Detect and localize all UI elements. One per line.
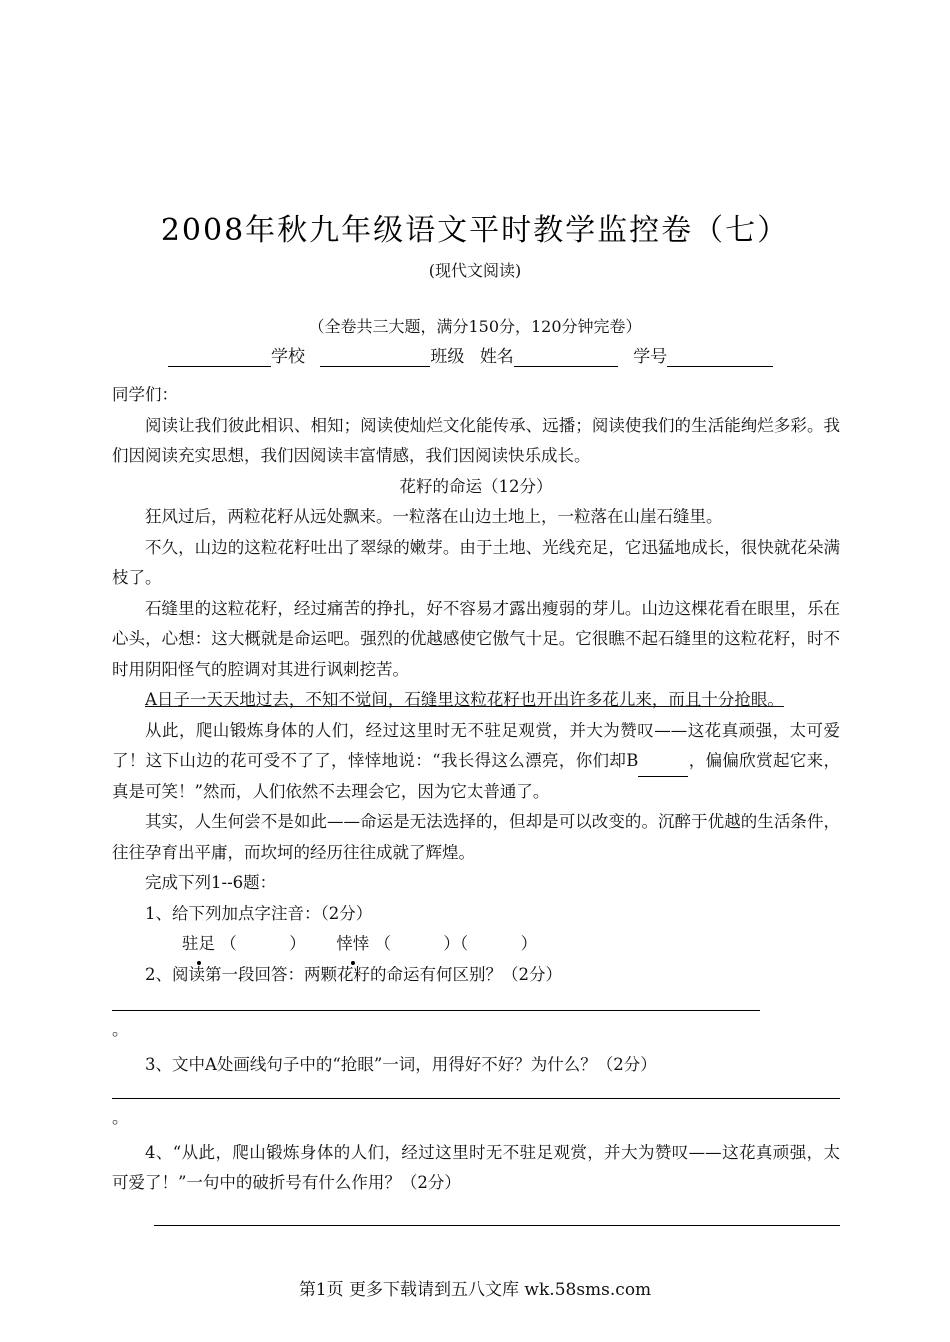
exam-body	[112, 380, 840, 1226]
passage-title: 花籽的命运（12分）	[399, 476, 553, 496]
task-instruction: 完成下列1--6题：	[145, 873, 277, 892]
exam-note: （全卷共三大题，满分150分，120分钟完卷）	[308, 317, 642, 336]
number-blank[interactable]	[667, 349, 773, 367]
blank-b[interactable]	[638, 762, 688, 777]
number-label: 学号	[633, 347, 668, 367]
class-blank[interactable]	[320, 349, 430, 367]
page-footer: 第1页 更多下载请到五八文库 wk.58sms.com	[298, 1280, 652, 1300]
subtitle: (现代文阅读)	[428, 261, 522, 280]
name-blank[interactable]	[514, 349, 618, 367]
question-1-items	[112, 929, 840, 960]
answer-period-3: 。	[112, 1108, 129, 1127]
word-xingxing-dotted: 悻悻	[336, 929, 369, 960]
passage-paragraph-6: 其实，人生何尝不是如此——命运是无法选择的，但却是可以改变的。沉醉于优越的生活条件，往往孕育出平庸，而坎坷的经历往往成就了辉煌。	[112, 812, 840, 862]
school-label: 学校	[271, 347, 305, 367]
answer-line-3[interactable]	[112, 1080, 840, 1099]
paragraph-5-part-1: 从此，爬山锻炼身体的人们，经过这里时无不驻足观赏，并大为赞叹——这花真顽强，太可爱了！这下山边的花可受不了了，悻悻地说：“我长得这么漂亮，你们却B	[112, 720, 840, 770]
student-info-line	[168, 342, 773, 367]
class-label: 班级	[430, 347, 465, 367]
passage-paragraph-2: 不久，山边的这粒花籽吐出了翠绿的嫩芽。由于土地、光线充足，它迅猛地成长，很快就花朵满枝了。	[112, 537, 840, 587]
word-xingxing	[336, 934, 369, 953]
answer-line-4[interactable]	[154, 1199, 840, 1226]
paragraph-5-part-2: ，偏偏欣赏起它来，真是可笑！”然而，人们依然不去理会它，因为它太普通了。	[112, 751, 841, 801]
greeting: 同学们：	[112, 385, 178, 404]
question-2: 2、阅读第一段回答：两颗花籽的命运有何区别？（2分）	[145, 964, 562, 984]
passage-paragraph-4	[112, 685, 840, 716]
word-zhuzu: 驻足	[182, 929, 215, 960]
passage-paragraph-1: 狂风过后，两粒花籽从远处飘来。一粒落在山边土地上，一粒落在山崖石缝里。	[145, 507, 723, 526]
passage-paragraph-3: 石缝里的这粒花籽，经过痛苦的挣扎，好不容易才露出瘦弱的芽儿。山边这棵花看在眼里，乐在心头，心想：这大概就是命运吧。强烈的优越感使它傲气十足。它很瞧不起石缝里的这粒花籽，时不时用阴阳怪气的腔调对其进行讽刺挖苦。	[112, 598, 840, 679]
passage-paragraph-5	[112, 716, 840, 808]
underlined-sentence-a: A日子一天天地过去，不知不觉间，石缝里这粒花籽也开出许多花儿来，而且十分抢眼。	[145, 690, 784, 709]
name-label: 姓名	[479, 347, 514, 367]
question-3: 3、文中A处画线句子中的“抢眼”一词，用得好不好？为什么？（2分）	[145, 1054, 657, 1074]
page-title: 2008年秋九年级语文平时教学监控卷（七）	[160, 213, 790, 248]
answer-paren-1[interactable]: （ ）	[220, 934, 306, 953]
answer-paren-2[interactable]: （ ）（ ）	[374, 934, 538, 953]
answer-line-2[interactable]	[112, 990, 760, 1011]
question-4: 4、“从此，爬山锻炼身体的人们，经过这里时无不驻足观赏，并大为赞叹——这花真顽强，太可爱了！”一句中的破折号有什么作用？（2分）	[112, 1142, 840, 1192]
intro-paragraph: 阅读让我们彼此相识、相知；阅读使灿烂文化能传承、远播；阅读使我们的生活能绚烂多彩。我们因阅读充实思想，我们因阅读丰富情感，我们因阅读快乐成长。	[112, 415, 840, 465]
answer-period-2: 。	[112, 1020, 129, 1039]
question-1: 1、给下列加点字注音：（2分）	[145, 903, 373, 923]
school-blank[interactable]	[168, 349, 271, 367]
